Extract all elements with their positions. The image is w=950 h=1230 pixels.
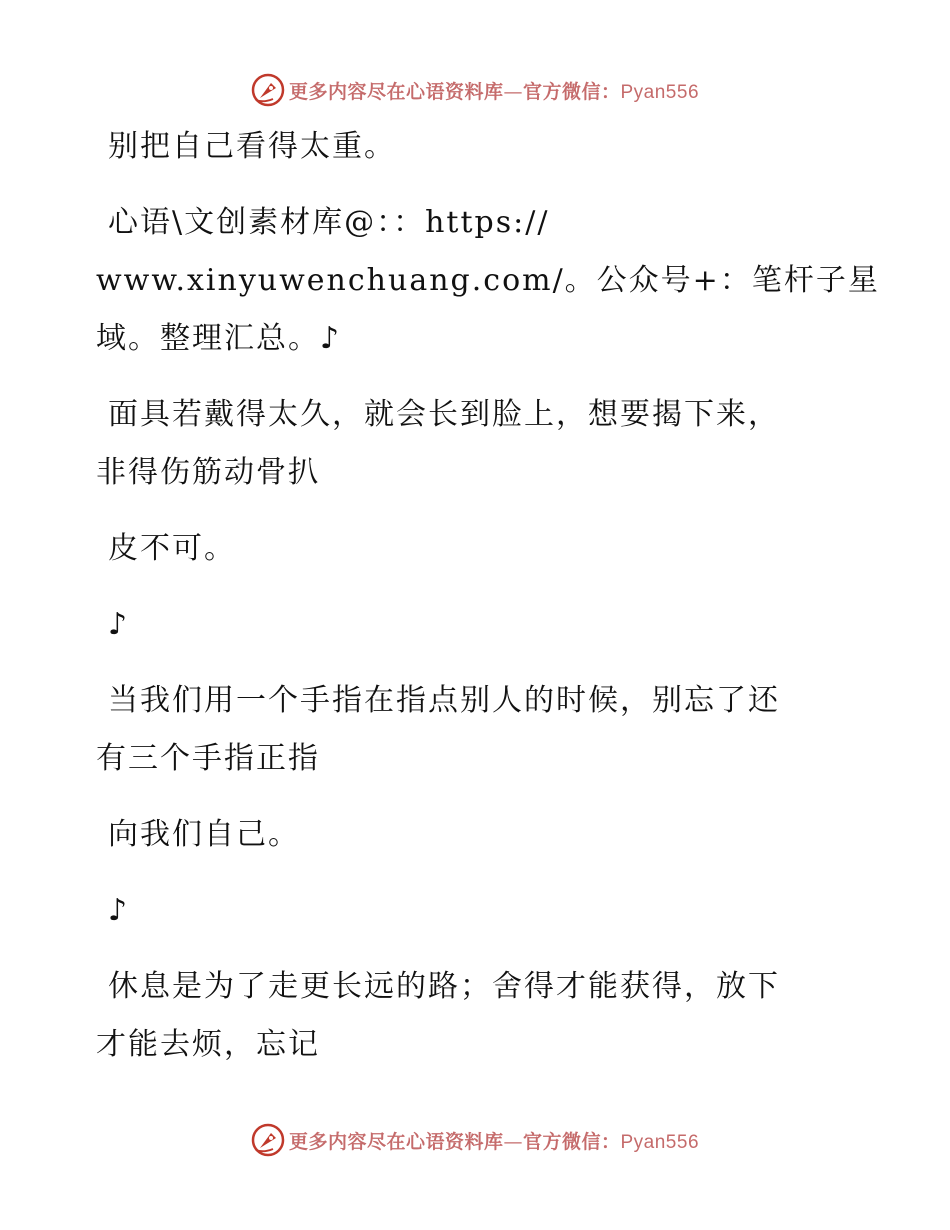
- footer-wechat-id: Pyan556: [620, 1131, 700, 1153]
- text-line-11: 向我们自己。: [108, 817, 300, 852]
- header-banner: [0, 70, 950, 110]
- text-line-4: 域。整理汇总。♪: [96, 321, 342, 356]
- header-banner-text: [289, 77, 699, 104]
- music-note-line-2: ♪: [108, 893, 130, 928]
- music-note-line-1: ♪: [108, 607, 130, 642]
- pen-nib-logo-icon: [251, 1123, 285, 1157]
- document-body: [96, 118, 880, 1074]
- text-line-2: 心语\文创素材库@：：https://: [108, 205, 550, 240]
- header-brand: 更多内容尽在心语资料库: [288, 80, 504, 103]
- header-wechat-id: Pyan556: [620, 81, 700, 103]
- text-line-5: 面具若戴得太久，就会长到脸上，想要揭下来，: [108, 397, 780, 432]
- footer-banner-text: [289, 1127, 699, 1154]
- pen-nib-logo-icon: [251, 73, 285, 107]
- footer-official-label: 官方微信：: [522, 1130, 621, 1153]
- header-separator: —: [503, 80, 523, 103]
- text-line-6: 非得伤筋动骨扒: [96, 455, 320, 490]
- text-line-1: 别把自己看得太重。: [108, 129, 396, 164]
- footer-brand: 更多内容尽在心语资料库: [288, 1130, 504, 1153]
- footer-separator: —: [503, 1130, 523, 1153]
- text-line-7: 皮不可。: [108, 531, 236, 566]
- header-official-label: 官方微信：: [522, 80, 621, 103]
- text-line-10: 有三个手指正指: [96, 741, 320, 776]
- text-line-9: 当我们用一个手指在指点别人的时候，别忘了还: [108, 683, 780, 718]
- text-line-14: 才能去烦，忘记: [96, 1027, 320, 1062]
- footer-banner: [0, 1120, 950, 1160]
- text-line-13: 休息是为了走更长远的路；舍得才能获得，放下: [108, 969, 780, 1004]
- text-line-3: www.xinyuwenchuang.com/。公众号+：笔杆子星: [96, 263, 880, 298]
